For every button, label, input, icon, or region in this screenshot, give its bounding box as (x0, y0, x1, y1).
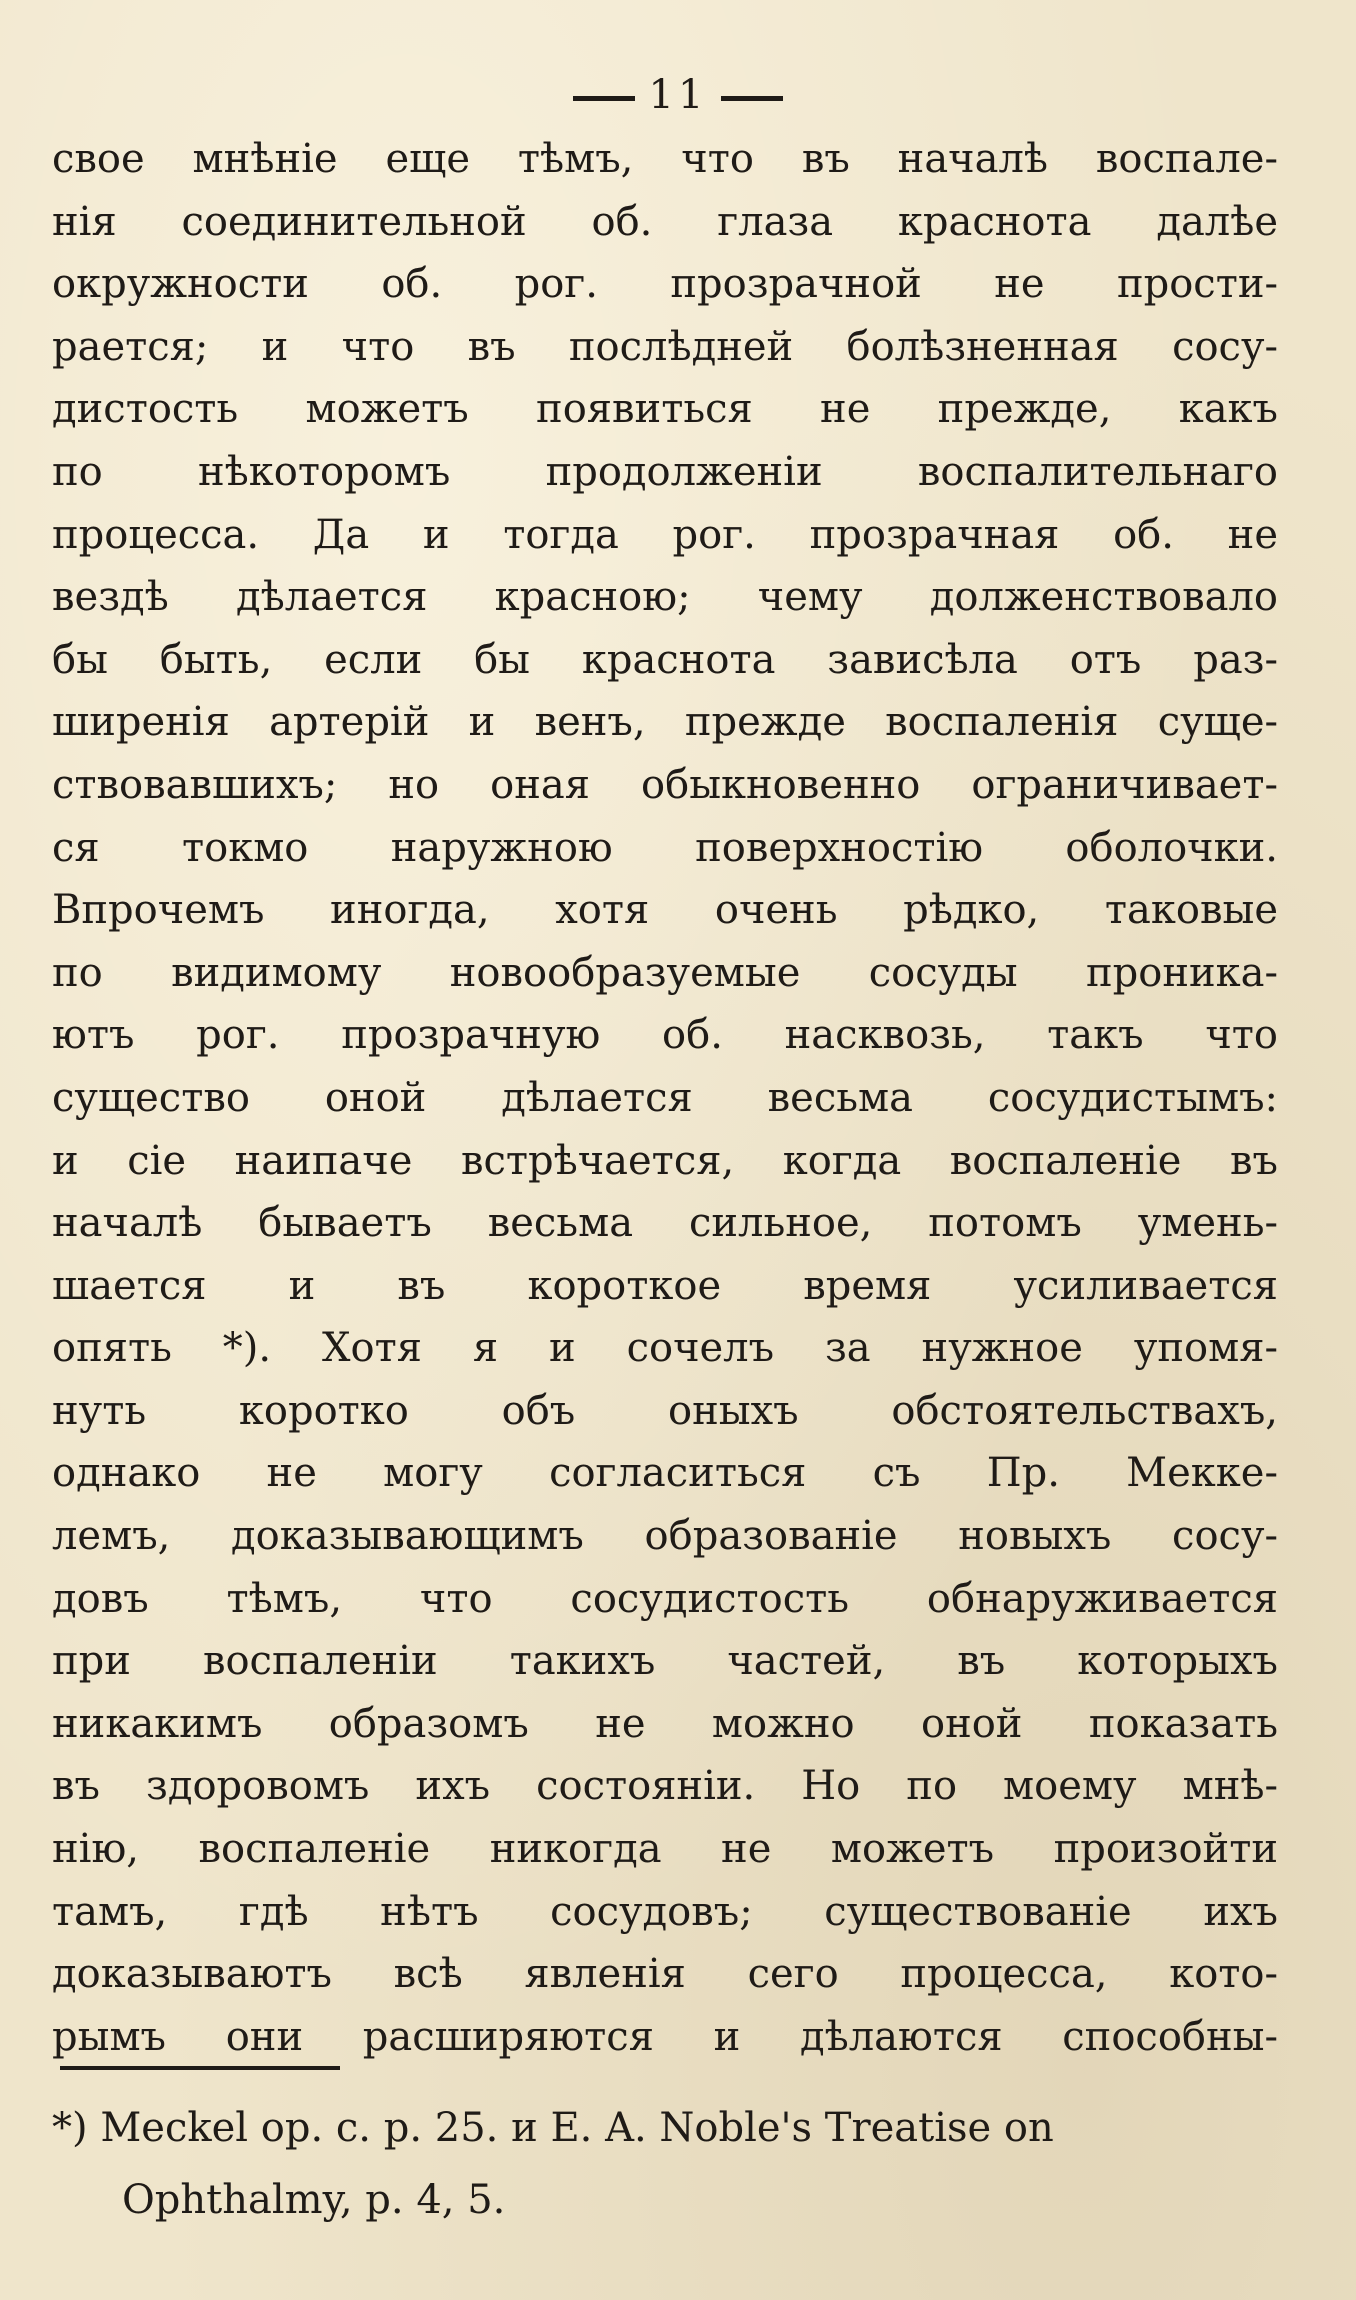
text-line: нію, воспаленіе никогда не можетъ произойти (52, 1826, 1278, 1873)
text-line: опять *). Хотя я и сочелъ за нужное упомя- (52, 1325, 1278, 1372)
main-text (52, 128, 1278, 2068)
text-line: Впрочемъ иногда, хотя очень рѣдко, таковые (52, 887, 1278, 934)
text-line: при воспаленіи такихъ частей, въ которыхъ (52, 1638, 1278, 1685)
footnote-rule (60, 2066, 340, 2070)
text-line: однако не могу согласиться съ Пр. Мекке- (52, 1450, 1278, 1497)
text-line: лемъ, доказывающимъ образованіе новыхъ сосу- (52, 1513, 1278, 1560)
text-line: въ здоровомъ ихъ состояніи. Но по моему мнѣ- (52, 1763, 1278, 1810)
text-line: нія соединительной об. глаза краснота далѣе (52, 198, 1278, 245)
text-line: бы быть, если бы краснота зависѣла отъ раз- (52, 636, 1278, 683)
text-line: рымъ они расширяются и дѣлаются способны- (52, 2013, 1278, 2060)
right-dash (721, 96, 783, 101)
text-line: началѣ бываетъ весьма сильное, потомъ умень- (52, 1200, 1278, 1247)
text-line: тамъ, гдѣ нѣтъ сосудовъ; существованіе ихъ (52, 1888, 1278, 1935)
text-line: окружности об. рог. прозрачной не прости- (52, 261, 1278, 308)
text-line: свое мнѣніе еще тѣмъ, что въ началѣ воспале- (52, 136, 1278, 182)
page-header (0, 72, 1356, 118)
text-line: никакимъ образомъ не можно оной показать (52, 1700, 1278, 1747)
text-line: дистость можетъ появиться не прежде, какъ (52, 386, 1278, 433)
text-line: процесса. Да и тогда рог. прозрачная об. не (52, 511, 1278, 558)
text-line: ютъ рог. прозрачную об. насквозь, такъ что (52, 1012, 1278, 1059)
text-line: ся токмо наружною поверхностію оболочки. (52, 824, 1278, 871)
text-line: нуть коротко объ оныхъ обстоятельствахъ, (52, 1387, 1278, 1434)
text-line: ствовавшихъ; но оная обыкновенно ограничивает- (52, 761, 1278, 808)
text-line: довъ тѣмъ, что сосудистость обнаруживается (52, 1575, 1278, 1622)
footnote-line: Ophthalmy, p. 4, 5. (122, 2177, 506, 2223)
text-line: доказываютъ всѣ явленія сего процесса, кото- (52, 1951, 1278, 1998)
text-line: шается и въ короткое время усиливается (52, 1262, 1278, 1309)
text-line: ширенія артерій и венъ, прежде воспаленія суще- (52, 699, 1278, 746)
text-line: вездѣ дѣлается красною; чему долженствовало (52, 574, 1278, 621)
text-line: по видимому новообразуемые сосуды проника- (52, 949, 1278, 996)
page-number: 11 (648, 72, 708, 118)
text-line: по нѣкоторомъ продолженіи воспалительнаго (52, 448, 1278, 495)
footnote (52, 2092, 1292, 2236)
text-line: рается; и что въ послѣдней болѣзненная сосу- (52, 323, 1278, 370)
text-line: и сіе наипаче встрѣчается, когда воспаленіе въ (52, 1137, 1278, 1184)
footnote-line: *) Meckel op. c. p. 25. и E. A. Noble's Treatise on (52, 2105, 1054, 2151)
text-line: существо оной дѣлается весьма сосудистымъ: (52, 1074, 1278, 1121)
left-dash (573, 96, 635, 101)
